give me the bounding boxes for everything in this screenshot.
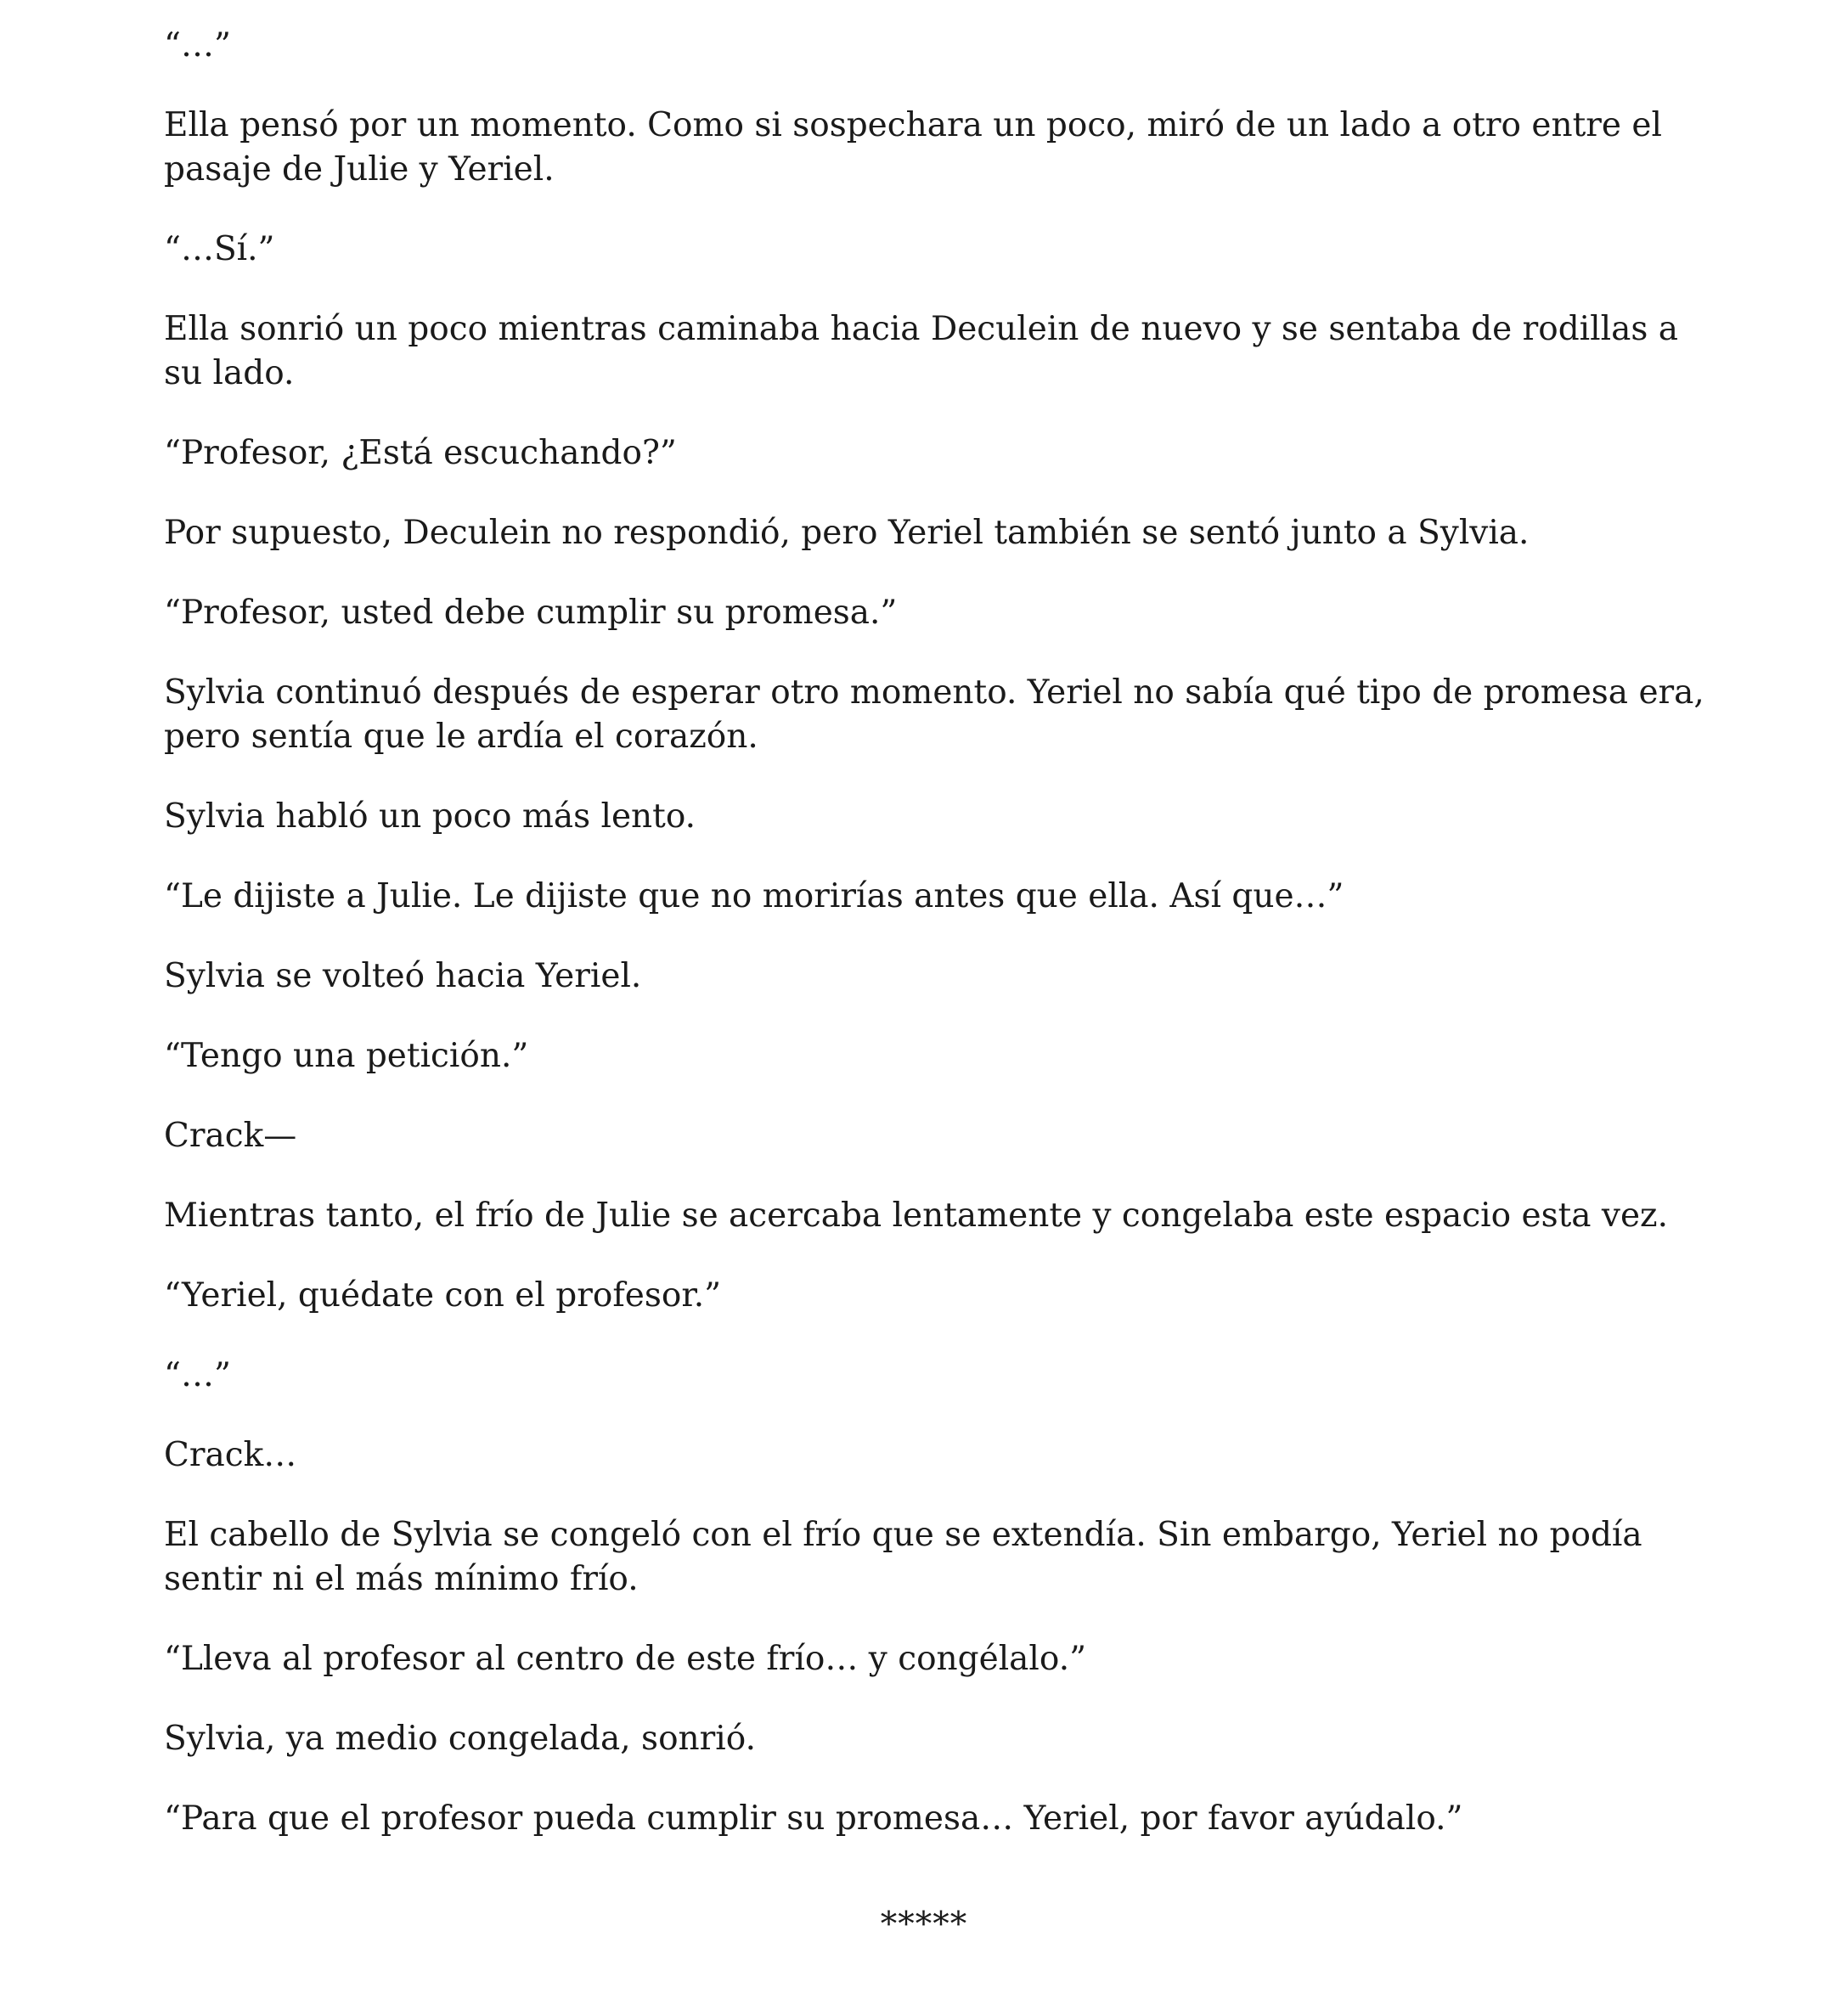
paragraph: “Lleva al profesor al centro de este frío… y congélalo.”: [164, 1640, 1087, 1678]
section-separator: *****: [880, 1906, 968, 1944]
paragraph: El cabello de Sylvia se congeló con el frío que se extendía. Sin embargo, Yeriel no podía sentir ni el más mínimo frío.: [164, 1516, 1642, 1598]
paragraph: Mientras tanto, el frío de Julie se acercaba lentamente y congelaba este espacio esta vez.: [164, 1197, 1668, 1235]
paragraph: “Le dijiste a Julie. Le dijiste que no morirías antes que ella. Así que…”: [164, 877, 1344, 915]
paragraph: Sylvia habló un poco más lento.: [164, 797, 696, 836]
paragraph: Sylvia continuó después de esperar otro momento. Yeriel no sabía qué tipo de promesa era, pero sentía que le ardía el corazón.: [164, 673, 1704, 756]
paragraph: “…”: [164, 26, 231, 65]
paragraph: Sylvia, ya medio congelada, sonrió.: [164, 1720, 756, 1758]
paragraph: Crack—: [164, 1117, 297, 1155]
document-body: [164, 24, 1710, 1877]
paragraph: “…Sí.”: [164, 230, 275, 268]
paragraph: Ella sonrió un poco mientras caminaba hacia Deculein de nuevo y se sentaba de rodillas a su lado.: [164, 310, 1679, 392]
paragraph: “Tengo una petición.”: [164, 1037, 529, 1075]
paragraph: “Yeriel, quédate con el profesor.”: [164, 1276, 722, 1315]
paragraph: Crack…: [164, 1436, 297, 1474]
paragraph: “Para que el profesor pueda cumplir su promesa… Yeriel, por favor ayúdalo.”: [164, 1799, 1463, 1838]
paragraph: Sylvia se volteó hacia Yeriel.: [164, 957, 642, 995]
paragraph: “Profesor, ¿Está escuchando?”: [164, 434, 677, 472]
paragraph: “…”: [164, 1356, 231, 1394]
paragraph: “Profesor, usted debe cumplir su promesa.”: [164, 594, 898, 632]
paragraph: Por supuesto, Deculein no respondió, pero Yeriel también se sentó junto a Sylvia.: [164, 514, 1530, 552]
paragraph: Ella pensó por un momento. Como si sospechara un poco, miró de un lado a otro entre el pasaje de Julie y Yeriel.: [164, 106, 1662, 189]
